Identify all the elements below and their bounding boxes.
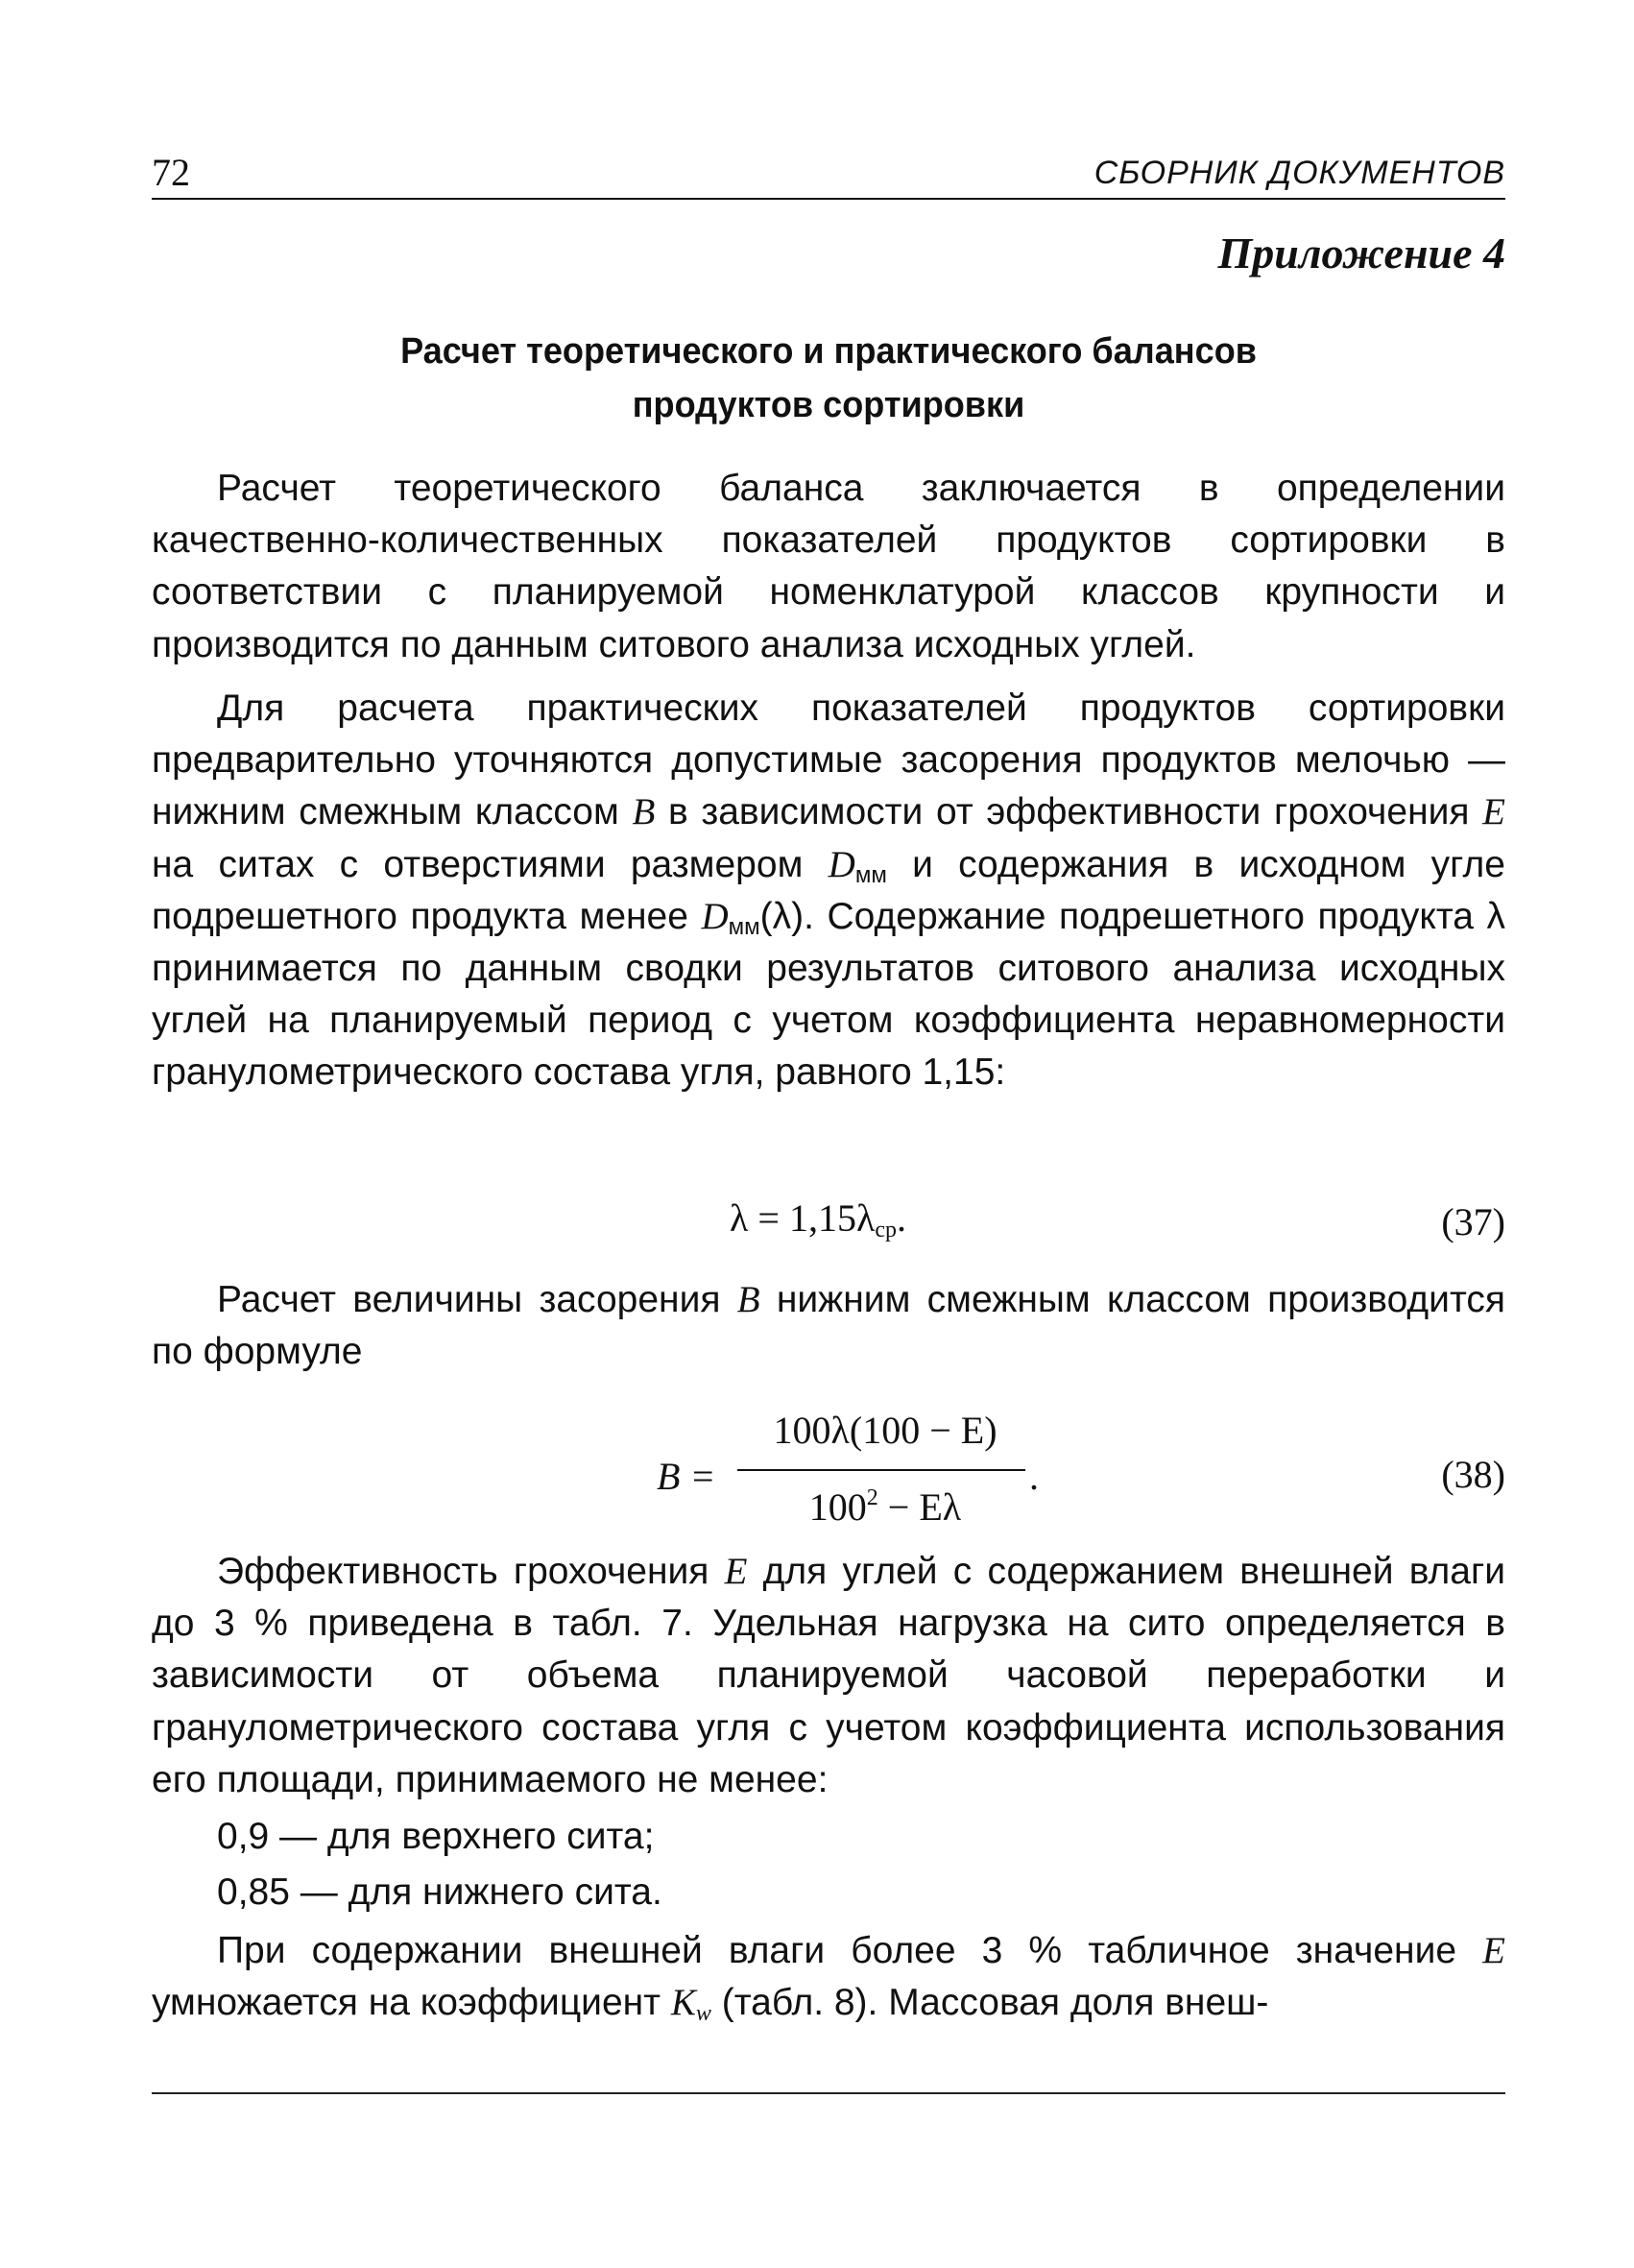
formula-38-lhs: B =: [657, 1455, 716, 1498]
var-e: E: [724, 1551, 748, 1592]
p2-text-3: на ситах с отверстиями размером: [152, 843, 829, 885]
denominator-rest: − Eλ: [877, 1485, 962, 1529]
denominator-base: 100: [808, 1485, 867, 1529]
subscript-mm: мм: [854, 861, 887, 888]
paragraph-2-text: [152, 683, 1505, 1099]
var-d: D: [701, 895, 729, 937]
formula-37: [730, 1192, 906, 1245]
paragraph-1: [152, 463, 1505, 671]
formula-38: [657, 1404, 1060, 1548]
paragraph-2: [152, 683, 1505, 1099]
subscript-mm: мм: [728, 913, 760, 940]
p2-text-5: (λ). Содержание подрешетного продукта λ принимается по данным сводки результатов ситового анализа исходных углей на планируемый период с учетом коэффициента неравномерности гранулометрического состава угля, равного 1,15:: [152, 895, 1505, 1094]
p4-text-1: Эффективность грохочения: [217, 1551, 725, 1592]
formula-38-numerator: 100λ(100 − E): [773, 1409, 997, 1452]
var-d: D: [828, 843, 855, 885]
paragraph-3: [152, 1274, 1505, 1378]
var-e: E: [1482, 791, 1505, 833]
denominator-exponent: 2: [866, 1485, 878, 1510]
subscript-w: w: [695, 2001, 711, 2027]
title-line-2: продуктов сортировки: [632, 385, 1025, 425]
var-b: B: [736, 1279, 760, 1320]
footer-rule: [152, 2092, 1505, 2094]
formula-37-number: (37): [1441, 1200, 1505, 1243]
p5-text-2: умножается на коэффициент: [152, 1982, 671, 2024]
p5-text-1: При содержании внешней влаги более 3 % табличное значение: [217, 1930, 1483, 1971]
p2-text-1: Для расчета практических показателей продуктов сортировки предварительно уточняются допустимые засорения продуктов мелочью — нижним смежным классом: [152, 688, 1505, 833]
p5-text-3: (табл. 8). Массовая доля внеш-: [710, 1982, 1269, 2024]
list-item: 0,9 — для верхнего сита;: [217, 1816, 655, 1857]
formula-37-subscript: ср: [875, 1218, 898, 1243]
appendix-label: Приложение 4: [1217, 229, 1505, 277]
section-title: [185, 325, 1472, 432]
var-b: B: [632, 791, 656, 833]
formula-37-end: .: [897, 1196, 907, 1240]
paragraph-5: [152, 1925, 1505, 2029]
formula-37-body: λ = 1,15λ: [730, 1196, 876, 1240]
p2-text-2: в зависимости от эффективности грохочения: [655, 791, 1483, 833]
var-e: E: [1482, 1930, 1505, 1971]
p3-text-2: нижним смежным классом производится по формуле: [152, 1279, 1505, 1373]
list-item: 0,85 — для нижнего сита.: [217, 1871, 662, 1913]
running-header: [152, 146, 1505, 200]
p4-text-2: для углей с содержанием внешней влаги до 3 % приведена в табл. 7. Удельная нагрузка на сито определяется в зависимости от объема планируемой часовой переработки и гранулометрического состава угля с учетом коэффициента использования его площади, принимаемого не менее:: [152, 1551, 1505, 1800]
fraction-bar: [737, 1469, 1025, 1471]
paragraph-4-text: [152, 1546, 1505, 1806]
formula-38-denominator: [741, 1481, 1029, 1534]
paragraph-3-text: [152, 1274, 1505, 1378]
p2-text-4: и содержания в исходном угле подрешетного продукта менее: [152, 843, 1505, 937]
formula-38-number: (38): [1441, 1453, 1505, 1496]
page-number: 72: [152, 151, 190, 194]
var-k: K: [670, 1982, 696, 2024]
paragraph-1-text: Расчет теоретического баланса заключается в определении качественно-количественных показателей продуктов сортировки в соответствии с планируемой номенклатурой классов крупности и производится по данным ситового анализа исходных углей.: [152, 468, 1505, 665]
title-line-1: Расчет теоретического и практического балансов: [400, 331, 1257, 372]
paragraph-4: [152, 1546, 1505, 1806]
p3-text-1: Расчет величины засорения: [217, 1279, 737, 1320]
running-title: СБОРНИК ДОКУМЕНТОВ: [1093, 155, 1505, 191]
formula-38-end: .: [1029, 1455, 1039, 1498]
paragraph-5-text: [152, 1925, 1505, 2029]
header-rule: [152, 198, 1505, 200]
